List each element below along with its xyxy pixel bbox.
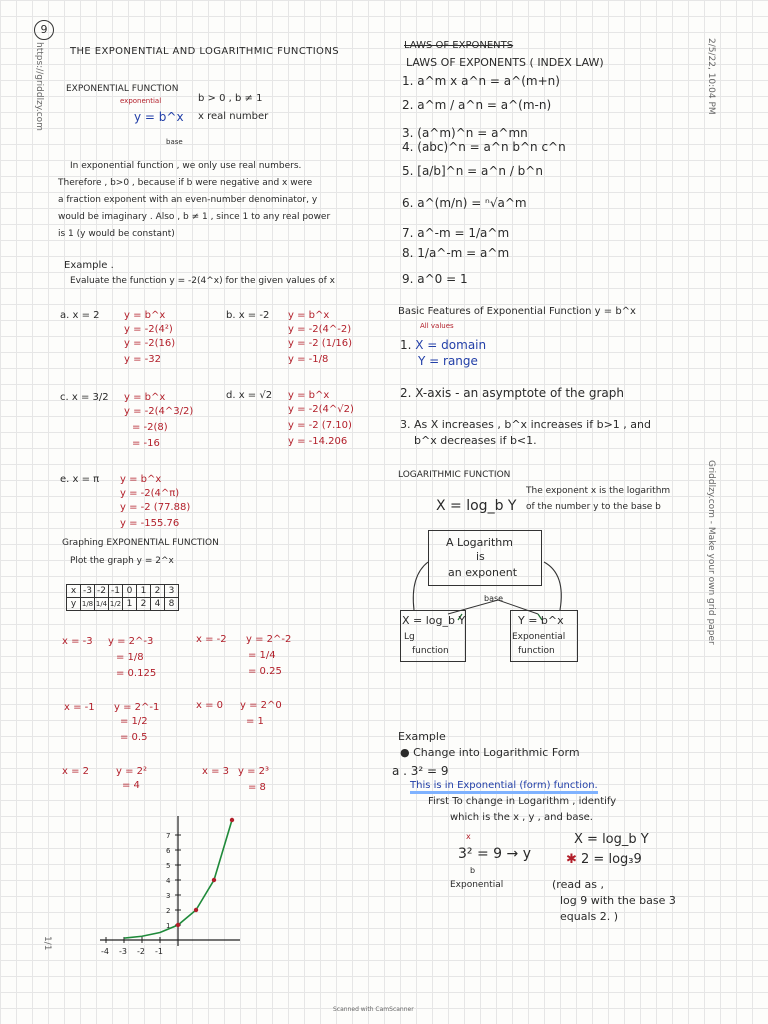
example-right-sub-text: Change into Logarithmic Form <box>413 746 580 759</box>
exp-function-heading: EXPONENTIAL FUNCTION <box>66 84 179 94</box>
x-tick-label: -3 <box>119 947 127 956</box>
table-cell: -1 <box>109 585 123 598</box>
table-cell: 1 <box>137 585 151 598</box>
table-cell: 0 <box>123 585 137 598</box>
star-icon: ✱ <box>566 852 582 867</box>
example-equation: 3² = 9 → y <box>458 846 531 862</box>
calc-x: x = 0 <box>196 700 224 711</box>
calc-step: y = 2³ <box>238 766 270 777</box>
graphing-heading: Graphing EXPONENTIAL FUNCTION <box>62 538 219 548</box>
y-tick-label: 2 <box>166 907 171 915</box>
x-tick-label: -1 <box>155 947 163 956</box>
feature-1-x: X = domain <box>415 338 487 352</box>
side-date: 2/5/22, 10:04 PM <box>706 38 716 115</box>
diagram-base-label: base <box>484 594 504 603</box>
feature-1 <box>400 338 486 352</box>
y-tick-label: 6 <box>166 847 171 855</box>
paragraph-line: In exponential function , we only use real numbers. <box>70 161 302 171</box>
table-cell: 2 <box>137 598 151 611</box>
calc-step: = 0.25 <box>248 666 282 677</box>
table-cell: 1/8 <box>81 598 95 611</box>
log-desc-2: of the number y to the base b <box>526 502 661 512</box>
example-read-1: (read as , <box>552 878 605 891</box>
diagram-top-line: A Logarithm <box>446 536 513 549</box>
table-row-y <box>67 598 179 611</box>
paragraph-line: a fraction exponent with an even-number denominator, y <box>58 195 318 205</box>
diagram-left-line: X = log_b Y <box>402 614 466 627</box>
base-label: base <box>166 138 183 146</box>
calc-step: = 8 <box>248 782 266 793</box>
table-cell: 2 <box>151 585 165 598</box>
example-b-x: b. x = -2 <box>226 310 270 321</box>
graph-points <box>176 818 234 927</box>
calc-x: x = 2 <box>62 766 90 777</box>
y-tick-label: 1 <box>166 922 171 930</box>
y-tick-label: 7 <box>166 832 171 840</box>
data-point <box>176 923 180 927</box>
page-number: 9 <box>40 23 48 36</box>
marker-b: b <box>470 866 476 875</box>
example-a-step: y = -2(16) <box>124 338 176 349</box>
log-formula: X = log_b Y <box>436 498 517 514</box>
side-promo: Griddlzy.com - Make your own grid paper <box>706 460 716 645</box>
example-d-answer: y = -14.206 <box>288 436 348 447</box>
calc-x: x = 3 <box>202 766 230 777</box>
log-heading: LOGARITHMIC FUNCTION <box>398 470 511 480</box>
example-log-2 <box>566 852 642 867</box>
diagram-left-line: function <box>412 646 449 656</box>
laws-heading: LAWS OF EXPONENTS ( INDEX LAW) <box>406 56 604 69</box>
exponential-graph <box>100 800 270 960</box>
calc-step: y = 2^-2 <box>246 634 292 645</box>
calc-x: x = -2 <box>196 634 227 645</box>
calc-step: = 4 <box>122 780 140 791</box>
diagram-right-line: Exponential <box>512 632 566 642</box>
example-d-step: y = b^x <box>288 390 330 401</box>
graph-ticks <box>101 832 181 956</box>
y-tick-label: 4 <box>166 877 171 885</box>
paragraph-line: would be imaginary . Also , b ≠ 1 , since 1 to any real power <box>58 212 331 222</box>
y-tick-label: 3 <box>166 892 171 900</box>
example-note-2: First To change in Logarithm , identify <box>428 796 617 807</box>
table-cell: -2 <box>95 585 109 598</box>
x-tick-label: -4 <box>101 947 109 956</box>
table-row-x <box>67 585 179 598</box>
page-number-badge <box>34 20 54 40</box>
example-e-answer: y = -155.76 <box>120 518 180 529</box>
example-a-x: a. x = 2 <box>60 310 100 321</box>
table-cell: -3 <box>81 585 95 598</box>
diagram-top-line: is <box>476 550 485 563</box>
table-cell: 1/2 <box>109 598 123 611</box>
calc-x: x = -1 <box>64 702 95 713</box>
page-title: THE EXPONENTIAL AND LOGARITHMIC FUNCTIONS <box>70 46 339 57</box>
all-values-label: All values <box>420 322 454 330</box>
log-desc-1: The exponent x is the logarithm <box>526 486 671 496</box>
feature-1-number: 1. <box>400 338 416 352</box>
calc-step: = 1/4 <box>248 650 276 661</box>
table-cell: 4 <box>151 598 165 611</box>
table-cell: 1/4 <box>95 598 109 611</box>
exponential-label: exponential <box>120 97 162 105</box>
example-c-step: = -2(8) <box>132 422 168 433</box>
table-cell: 3 <box>165 585 179 598</box>
example-d-x: d. x = √2 <box>226 390 273 401</box>
example-prompt: Evaluate the function y = -2(4^x) for the given values of x <box>70 276 335 286</box>
example-note-3: which is the x , y , and base. <box>450 812 593 823</box>
example-log-1: X = log_b Y <box>574 832 649 847</box>
feature-3a: 3. As X increases , b^x increases if b>1 , and <box>400 418 651 431</box>
calc-step: y = 2^-1 <box>114 702 160 713</box>
calc-step: y = 2^-3 <box>108 636 154 647</box>
example-right-sub <box>400 746 580 759</box>
example-a-step: y = -2(4²) <box>124 324 173 335</box>
example-b-step: y = b^x <box>288 310 330 321</box>
law-item: 9. a^0 = 1 <box>402 272 468 286</box>
law-item: 8. 1/a^-m = a^m <box>402 246 510 260</box>
features-heading: Basic Features of Exponential Function y = b^x <box>398 306 636 317</box>
example-e-step: y = -2(4^π) <box>120 488 180 499</box>
law-item: 4. (abc)^n = a^n b^n c^n <box>402 140 566 154</box>
example-read-2: log 9 with the base 3 <box>560 894 676 907</box>
table-cell: y <box>67 598 81 611</box>
example-e-step: y = b^x <box>120 474 162 485</box>
example-c-answer: = -16 <box>132 438 160 449</box>
feature-2: 2. X-axis - an asymptote of the graph <box>400 386 624 400</box>
calc-step: = 1 <box>246 716 264 727</box>
law-item: 3. (a^m)^n = a^mn <box>402 126 528 140</box>
calc-x: x = -3 <box>62 636 93 647</box>
explanation-paragraph <box>58 158 378 243</box>
exp-cond-1: b > 0 , b ≠ 1 <box>198 93 263 104</box>
paragraph-line: Therefore , b>0 , because if b were negative and x were <box>58 178 313 188</box>
data-point <box>194 908 198 912</box>
law-item: 2. a^m / a^n = a^(m-n) <box>402 98 552 112</box>
law-item: 5. [a/b]^n = a^n / b^n <box>402 164 543 178</box>
law-item: 7. a^-m = 1/a^m <box>402 226 510 240</box>
example-right-a: a . 3² = 9 <box>392 764 449 778</box>
diagram-top-line: an exponent <box>448 566 518 579</box>
exp-formula: y = b^x <box>134 110 184 124</box>
scanner-label: Scanned with CamScanner <box>333 1006 414 1013</box>
y-tick-label: 5 <box>166 862 171 870</box>
calc-step: = 0.125 <box>116 668 157 679</box>
value-table <box>66 584 179 611</box>
example-b-step: y = -2 (1/16) <box>288 338 353 349</box>
data-point <box>230 818 234 822</box>
example-b-answer: y = -1/8 <box>288 354 329 365</box>
calc-step: y = 2² <box>116 766 148 777</box>
example-read-3: equals 2. ) <box>560 910 619 923</box>
exp-cond-2: x real number <box>198 111 269 122</box>
law-item: 1. a^m x a^n = a^(m+n) <box>402 74 560 88</box>
law-item: 6. a^(m/n) = ⁿ√a^m <box>402 196 527 210</box>
example-heading: Example . <box>64 260 114 271</box>
diagram-left-line: Lg <box>404 632 415 642</box>
data-point <box>212 878 216 882</box>
marker-x: x <box>466 832 471 841</box>
example-log-2-text: 2 = log₃9 <box>581 852 642 867</box>
side-url: https://griddlzy.com <box>34 42 44 131</box>
paragraph-line: is 1 (y would be constant) <box>58 229 175 239</box>
crossed-heading: LAWS OF EXPONENTS <box>404 40 514 51</box>
diagram-right-line: function <box>518 646 555 656</box>
example-right-heading: Example <box>398 730 446 743</box>
calc-step: = 0.5 <box>120 732 148 743</box>
table-cell: x <box>67 585 81 598</box>
example-c-step: y = -2(4^3/2) <box>124 406 194 417</box>
x-tick-label: -2 <box>137 947 145 956</box>
example-c-x: c. x = 3/2 <box>60 392 109 403</box>
bullet-icon: ● <box>400 746 414 759</box>
example-note-1 <box>410 780 598 791</box>
example-e-step: y = -2 (77.88) <box>120 502 191 513</box>
calc-step: = 1/8 <box>116 652 144 663</box>
example-e-x: e. x = π <box>60 474 100 485</box>
side-pages: 1/1 <box>42 936 52 951</box>
table-cell: 1 <box>123 598 137 611</box>
calc-step: = 1/2 <box>120 716 148 727</box>
example-exp-label: Exponential <box>450 880 504 890</box>
feature-1-y: Y = range <box>418 354 478 368</box>
example-note-1-text: This is in Exponential (form) function. <box>410 780 598 794</box>
example-d-step: y = -2 (7.10) <box>288 420 352 431</box>
feature-3b: b^x decreases if b<1. <box>414 434 537 447</box>
example-b-step: y = -2(4^-2) <box>288 324 352 335</box>
diagram-right-line: Y = b^x <box>518 614 564 627</box>
table-cell: 8 <box>165 598 179 611</box>
example-d-step: y = -2(4^√2) <box>288 404 354 415</box>
example-a-answer: y = -32 <box>124 354 161 365</box>
calc-step: y = 2^0 <box>240 700 282 711</box>
graphing-prompt: Plot the graph y = 2^x <box>70 556 174 566</box>
example-a-step: y = b^x <box>124 310 166 321</box>
example-c-step: y = b^x <box>124 392 166 403</box>
